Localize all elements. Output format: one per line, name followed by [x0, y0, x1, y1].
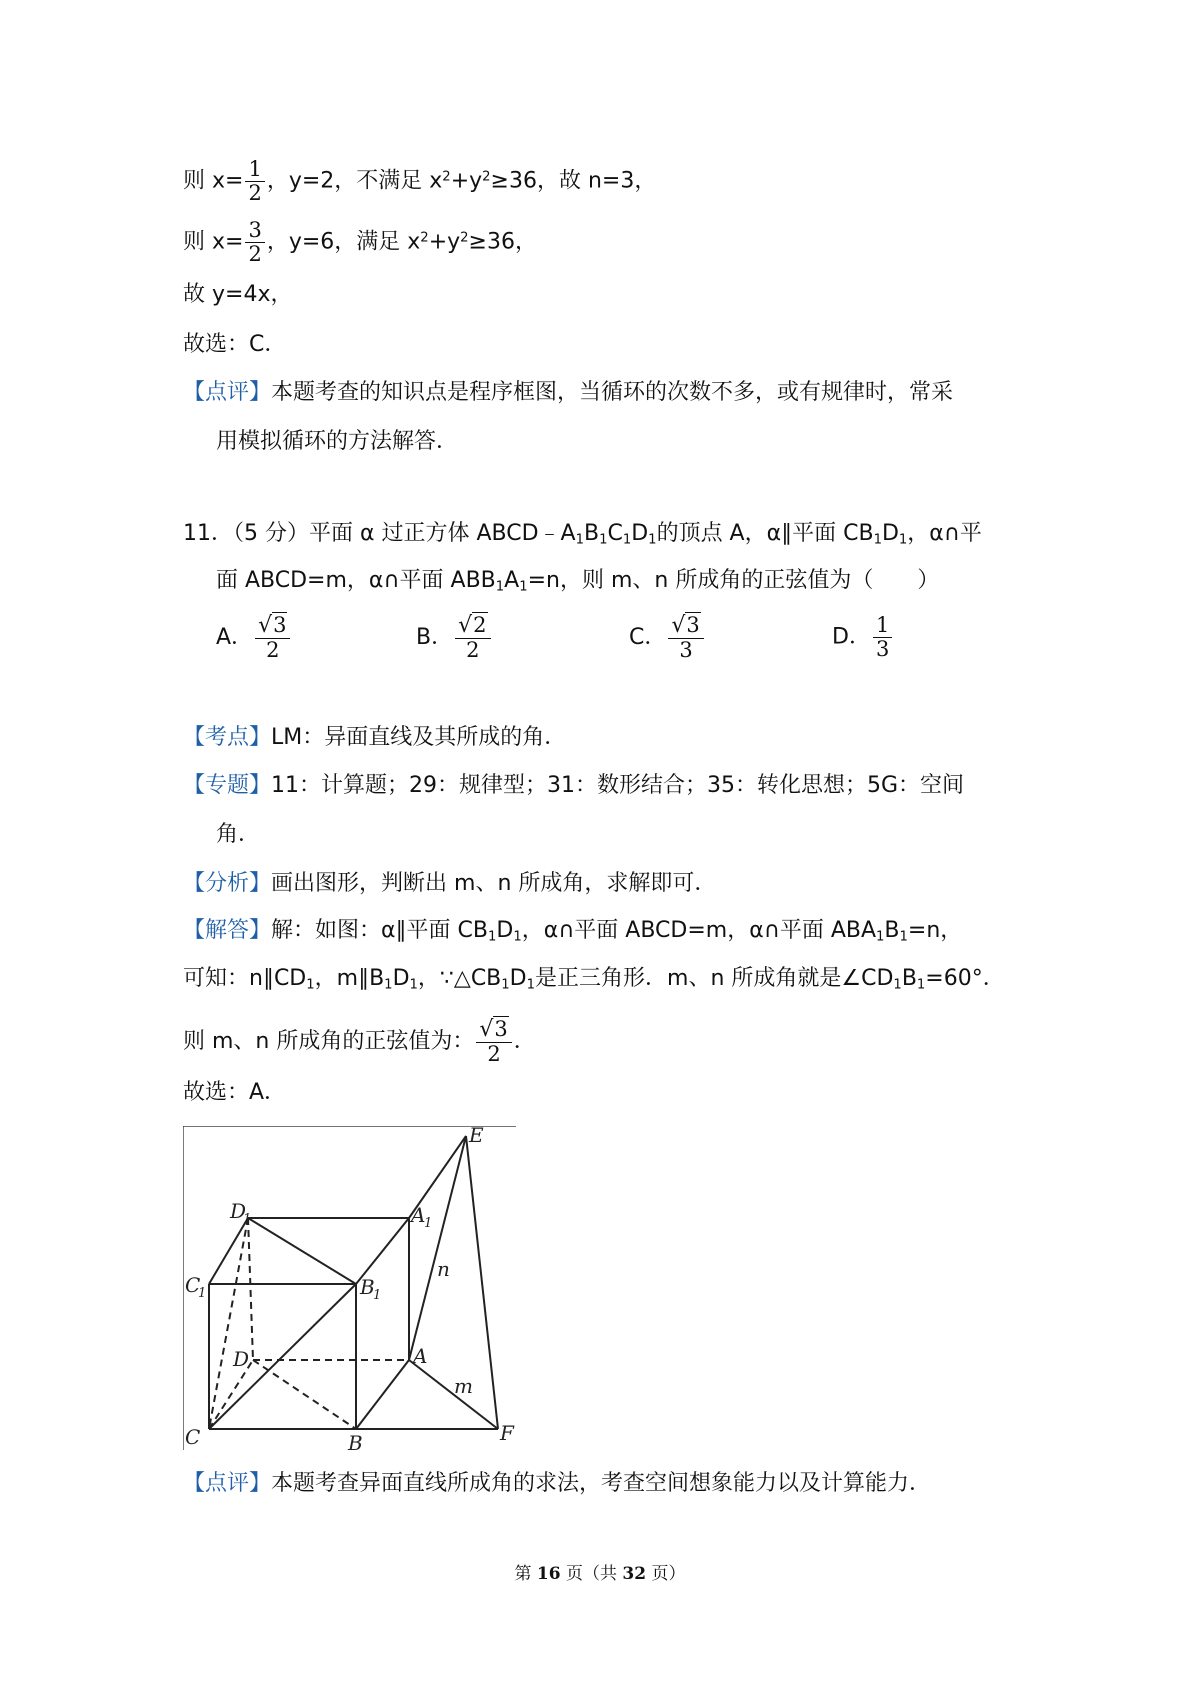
comment-tag: 【点评】	[183, 380, 272, 405]
svg-text:1: 1	[198, 1286, 207, 1301]
comment-line-final: 【点评】本题考查异面直线所成角的求法，考查空间想象能力以及计算能力．	[183, 1471, 932, 1496]
cube-figure	[183, 1126, 516, 1450]
comment-line-2: 用模拟循环的方法解答．	[216, 429, 459, 454]
comment-line-1: 【点评】本题考查的知识点是程序框图，当循环的次数不多，或有规律时，常采	[183, 380, 954, 405]
label-F: F	[500, 1421, 514, 1445]
zhuanti-line-1: 【专题】11：计算题；29：规律型；31：数形结合；35：转化思想；5G：空间	[183, 773, 965, 798]
option-a: A． $\frac{√3}{2}$	[216, 614, 292, 662]
question-line-1: 11．（5 分）平面 α 过正方体 $ABCD﹣A_1B_1C_1D_1$的顶点 A，α∥平面 $CB_1D_1$，α∩平	[183, 521, 982, 548]
step-line-2: 则 x= $\frac{3}{2}$ ，y=6，满足 $x^2+y^2\ge 36$，	[183, 218, 537, 267]
svg-text:1: 1	[424, 1216, 433, 1231]
fraction-three-halves: $\frac{3}{2}$	[245, 219, 264, 266]
label-B: B	[348, 1431, 363, 1450]
option-b: B． $\frac{√2}{2}$	[416, 614, 493, 662]
label-A1: A	[411, 1203, 426, 1227]
jieda-line: 【解答】解：如图：α∥平面 $CB_1D_1$，α∩平面 ABCD=m，α∩平面 $ABA_1B_1=n$，	[183, 918, 963, 945]
fenxi-line: 【分析】画出图形，判断出 m、n 所成角，求解即可．	[183, 871, 717, 896]
fraction-one-half: $\frac{1}{2}$	[245, 158, 264, 205]
label-D1: D	[230, 1199, 247, 1223]
svg-text:1: 1	[243, 1212, 252, 1227]
page-footer: 第 16 页（共 32 页）	[514, 1564, 686, 1584]
label-E: E	[469, 1126, 484, 1147]
label-C1: C	[185, 1273, 201, 1297]
label-D: D	[233, 1347, 250, 1371]
svg-text:1: 1	[373, 1288, 382, 1303]
label-n: n	[437, 1257, 450, 1281]
kezhi-line: 可知：$n\parallel CD_1$，$m\parallel B_1D_1$，$\because\triangle CB_1D_1$是正三角形．m、n 所成角就是$\angle CD_1B_1=60^\circ$．	[183, 966, 1005, 993]
step-line-1: 则 x= $\frac{1}{2}$ ，y=2，不满足 $x^2+y^2\ge 36$，故 n=3，	[183, 157, 657, 206]
choose-line: 故选：A．	[183, 1080, 287, 1105]
kaodian-line: 【考点】LM：异面直线及其所成的角．	[183, 725, 567, 750]
step-line-3: 故 y=4x，	[183, 282, 293, 307]
question-line-2: 面 ABCD=m，α∩平面 $ABB_1A_1=n$，则 m、n 所成角的正弦值为（ ）	[216, 568, 940, 595]
option-d: D． $\frac{1}{3}$	[832, 614, 894, 661]
result-line: 则 m、n 所成角的正弦值为： $\frac{√3}{2}$ ．	[183, 1017, 536, 1067]
option-c: C． $\frac{√3}{3}$	[629, 614, 706, 662]
step-line-4: 故选：C．	[183, 332, 287, 357]
label-B1: B	[360, 1275, 375, 1299]
label-A: A	[413, 1344, 428, 1368]
label-m: m	[454, 1374, 473, 1398]
label-C: C	[185, 1425, 201, 1449]
zhuanti-line-2: 角．	[216, 822, 261, 847]
